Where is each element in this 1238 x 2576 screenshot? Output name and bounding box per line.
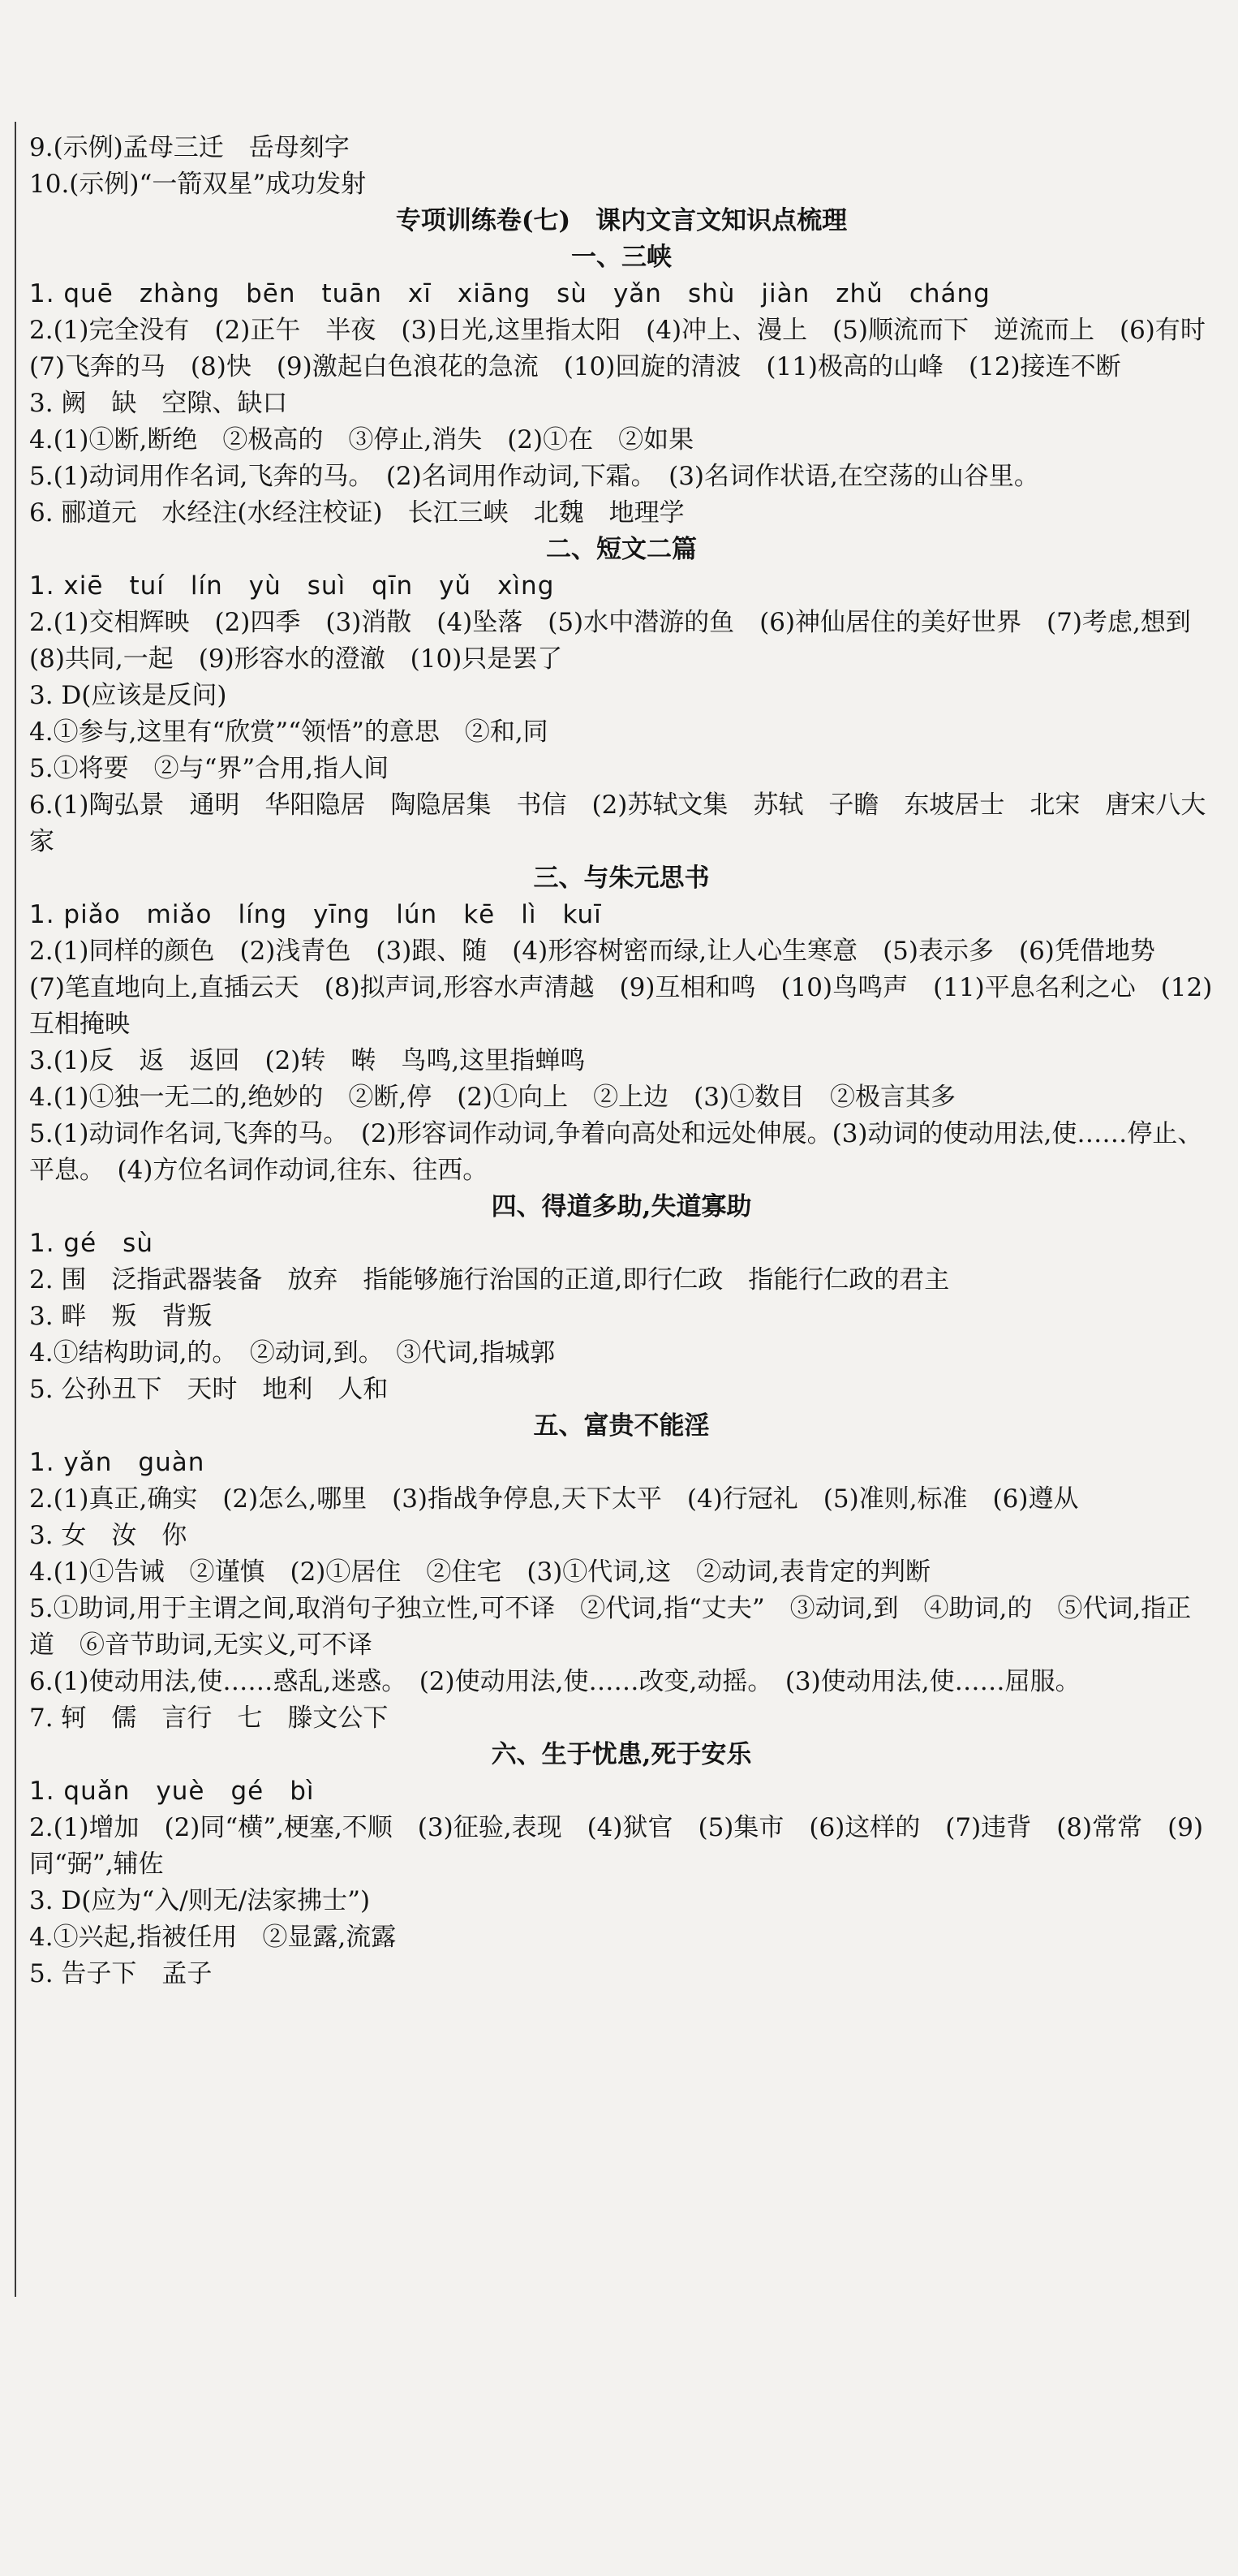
answer-line: 4.(1)①告诫 ②谨慎 (2)①居住 ②住宅 (3)①代词,这 ②动词,表肯定的判断 [29, 1557, 931, 1587]
answer-line: 7. 轲 儒 言行 七 滕文公下 [29, 1704, 389, 1733]
answer-line: 1. quē zhàng bēn tuān xī xiāng sù yǎn shù jiàn zhǔ cháng [29, 279, 991, 308]
answer-line: 1. yǎn guàn [29, 1448, 205, 1477]
answer-line: 2.(1)同样的颜色 (2)浅青色 (3)跟、随 (4)形容树密而绿,让人心生寒意 (5)表示多 (6)凭借地势 (7)笔直地向上,直插云天 (8)拟声词,形容水声清越 (9)互相和鸣 (10)鸟鸣声 (11)平息名利之心 (12)互相掩映 [29, 937, 1213, 1039]
answer-line: 1. quǎn yuè gé bì [29, 1777, 315, 1806]
answer-line: 9.(示例)孟母三迁 岳母刻字 [29, 133, 350, 162]
answer-line: 3. D(应为“入/则无/法家拂士”) [29, 1886, 371, 1915]
answer-line: 6.(1)陶弘景 通明 华阳隐居 陶隐居集 书信 (2)苏轼文集 苏轼 子瞻 东坡居士 北宋 唐宋八大家 [29, 790, 1206, 856]
answer-line: 1. piǎo miǎo líng yīng lún kē lì kuī [29, 900, 602, 929]
answer-line: 5. 告子下 孟子 [29, 1959, 213, 1988]
answer-line: 3.(1)反 返 返回 (2)转 啭 鸟鸣,这里指蝉鸣 [29, 1046, 586, 1075]
answer-line: 4.①兴起,指被任用 ②显露,流露 [29, 1923, 397, 1952]
answer-line: 6. 郦道元 水经注(水经注校证) 长江三峡 北魏 地理学 [29, 498, 685, 528]
answer-line: 5. 公孙丑下 天时 地利 人和 [29, 1375, 389, 1404]
answer-line: 5.①将要 ②与“界”合用,指人间 [29, 754, 389, 783]
section-heading: 三、与朱元思书 [533, 864, 710, 893]
section-heading: 五、富贵不能淫 [533, 1411, 710, 1441]
page-title: 专项训练卷(七) 课内文言文知识点梳理 [395, 206, 848, 235]
answer-line: 1. xiē tuí lín yù suì qīn yǔ xìng [29, 571, 555, 601]
answer-line: 5.①助词,用于主谓之间,取消句子独立性,可不译 ②代词,指“丈夫” ③动词,到 ④助词,的 ⑤代词,指正道 ⑥音节助词,无实义,可不译 [29, 1594, 1192, 1660]
answer-line: 2.(1)完全没有 (2)正午 半夜 (3)日光,这里指太阳 (4)冲上、漫上 (5)顺流而下 逆流而上 (6)有时 (7)飞奔的马 (8)快 (9)激起白色浪花的急流 (10)回旋的清波 (11)极高的山峰 (12)接连不断 [29, 316, 1231, 381]
answer-line: 4.①结构助词,的。 ②动词,到。 ③代词,指城郭 [29, 1338, 556, 1368]
answer-line: 3. D(应该是反问) [29, 681, 227, 710]
answer-line: 4.(1)①独一无二的,绝妙的 ②断,停 (2)①向上 ②上边 (3)①数目 ②极言其多 [29, 1083, 956, 1112]
answer-line: 5.(1)动词作名词,飞奔的马。 (2)形容词作动词,争着向高处和远处伸展。(3)动词的使动用法,使……停止、平息。 (4)方位名词作动词,往东、往西。 [29, 1119, 1203, 1185]
answer-sheet [29, 130, 1231, 1992]
answer-line: 2. 围 泛指武器装备 放弃 指能够施行治国的正道,即行仁政 指能行仁政的君主 [29, 1265, 950, 1294]
left-margin-rule [15, 122, 16, 2297]
section-heading: 二、短文二篇 [546, 535, 697, 564]
answer-line: 2.(1)交相辉映 (2)四季 (3)消散 (4)坠落 (5)水中潜游的鱼 (6)神仙居住的美好世界 (7)考虑,想到 (8)共同,一起 (9)形容水的澄澈 (10)只是罢了 [29, 608, 1216, 674]
answer-line: 3. 女 汝 你 [29, 1521, 187, 1550]
answer-line: 4.①参与,这里有“欣赏”“领悟”的意思 ②和,同 [29, 717, 548, 747]
section-heading: 一、三峡 [571, 243, 672, 272]
answer-line: 4.(1)①断,断绝 ②极高的 ③停止,消失 (2)①在 ②如果 [29, 425, 694, 454]
answer-line: 5.(1)动词用作名词,飞奔的马。 (2)名词用作动词,下霜。 (3)名词作状语,在空荡的山谷里。 [29, 462, 1039, 491]
answer-line: 3. 畔 叛 背叛 [29, 1302, 213, 1331]
answer-line: 3. 阙 缺 空隙、缺口 [29, 389, 288, 418]
answer-line: 2.(1)真正,确实 (2)怎么,哪里 (3)指战争停息,天下太平 (4)行冠礼 (5)准则,标准 (6)遵从 [29, 1484, 1079, 1514]
answer-line: 10.(示例)“一箭双星”成功发射 [29, 170, 367, 199]
section-heading: 四、得道多助,失道寡助 [491, 1192, 752, 1221]
answer-line: 1. gé sù [29, 1229, 153, 1258]
answer-line: 6.(1)使动用法,使……惑乱,迷惑。 (2)使动用法,使……改变,动摇。 (3)使动用法,使……屈服。 [29, 1667, 1081, 1696]
answer-line: 2.(1)增加 (2)同“横”,梗塞,不顺 (3)征验,表现 (4)狱官 (5)集市 (6)这样的 (7)违背 (8)常常 (9)同“弼”,辅佐 [29, 1813, 1204, 1879]
section-heading: 六、生于忧患,死于安乐 [491, 1740, 752, 1769]
